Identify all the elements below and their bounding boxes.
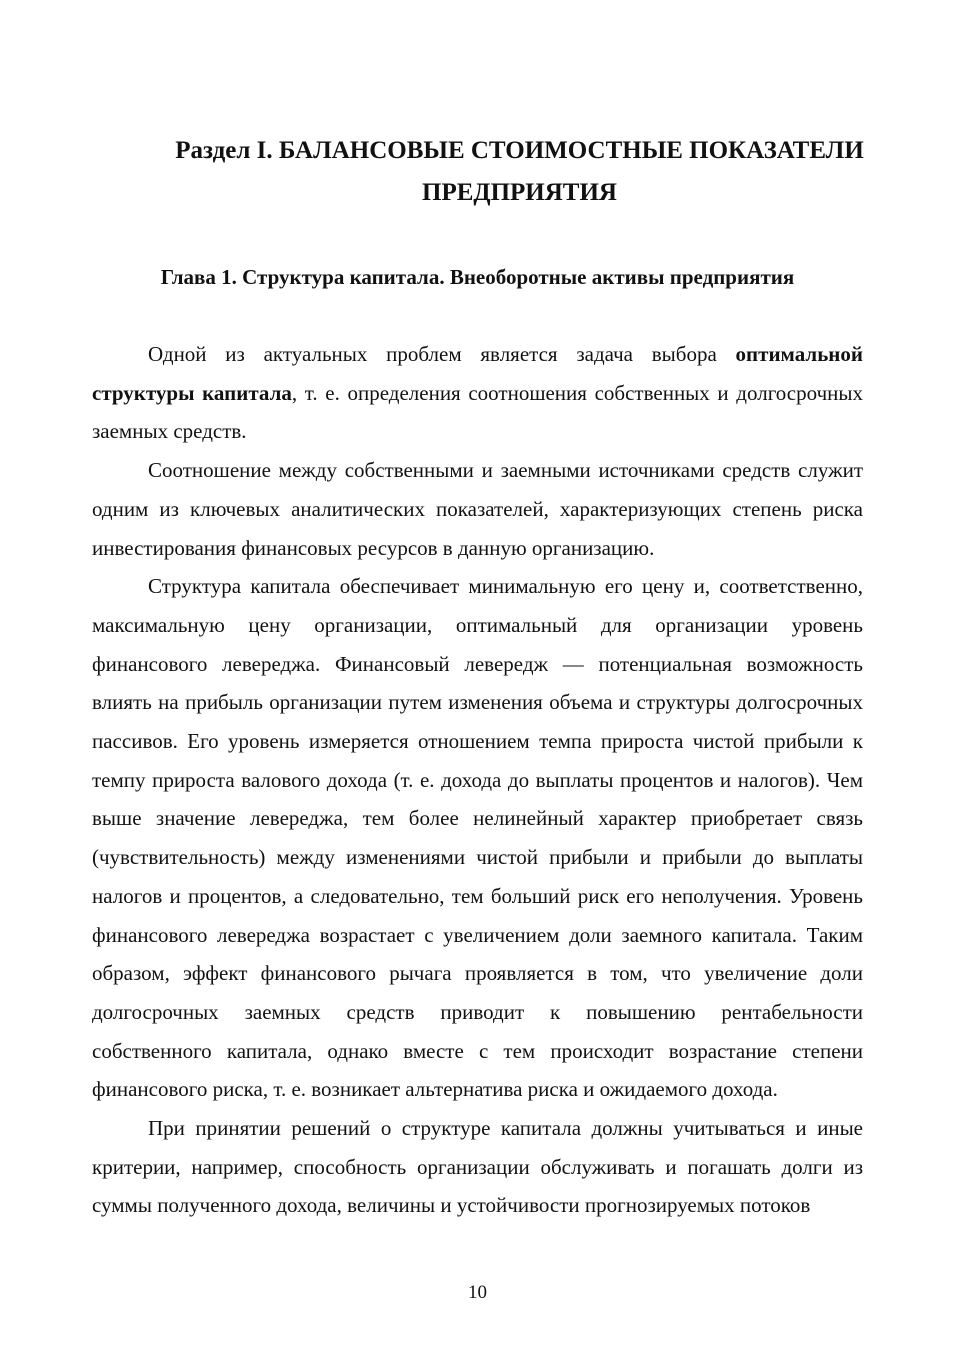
section-title [92, 130, 947, 214]
paragraph-1-text-start: Одной из актуальных проблем является задача выбора [148, 342, 736, 366]
section-title-line-1: Раздел I. БАЛАНСОВЫЕ СТОИМОСТНЫЕ ПОКАЗАТЕЛИ [175, 137, 864, 164]
section-title-line-2: ПРЕДПРИЯТИЯ [422, 179, 617, 206]
paragraph-4: При принятии решений о структуре капитала должны учитываться и иные критерии, например, способность организации обслуживать и погашать долги из суммы полученного дохода, величины и устойчивости прогнозируемых потоков [92, 1116, 863, 1218]
paragraph-1-text-end: , т. е. определения соотношения собственных и долгосрочных заемных средств. [92, 380, 863, 444]
paragraph-2: Соотношение между собственными и заемными источниками средств служит одним из ключевых аналитических показателей, характеризующих степень риска инвестирования финансовых ресурсов в данную организацию. [92, 458, 863, 560]
page-number: 10 [468, 1282, 487, 1303]
paragraph-1 [92, 335, 863, 451]
chapter-title: Глава 1. Структура капитала. Внеоборотные активы предприятия [160, 265, 795, 289]
paragraph-1-bold-term: оптимальной структуры капитала [92, 342, 863, 405]
paragraph-3: Структура капитала обеспечивает минимальную его цену и, соответственно, максимальную цену организации, оптимальный для организации уровень финансового левереджа. Финансовый левередж — потенциальная возможность влиять на прибыль организации путем изменения объема и структуры долгосрочных пассивов. Его уровень измеряется отношением темпа прироста чистой прибыли к темпу прироста валового дохода (т. е. дохода до выплаты процентов и налогов). Чем выше значение левереджа, тем более нелинейный характер приобретает связь (чувствительность) между изменениями чистой прибыли и прибыли до выплаты налогов и процентов, а следовательно, тем больший риск его неполучения. Уровень финансового левереджа возрастает с увеличением доли заемного капитала. Таким образом, эффект финансового рычага проявляется в том, что увеличение доли долгосрочных заемных средств приводит к повышению рентабельности собственного капитала, однако вместе с тем происходит возрастание степени финансового риска, т. е. возникает альтернатива риска и ожидаемого дохода. [92, 574, 863, 1102]
body-text [92, 335, 863, 1225]
